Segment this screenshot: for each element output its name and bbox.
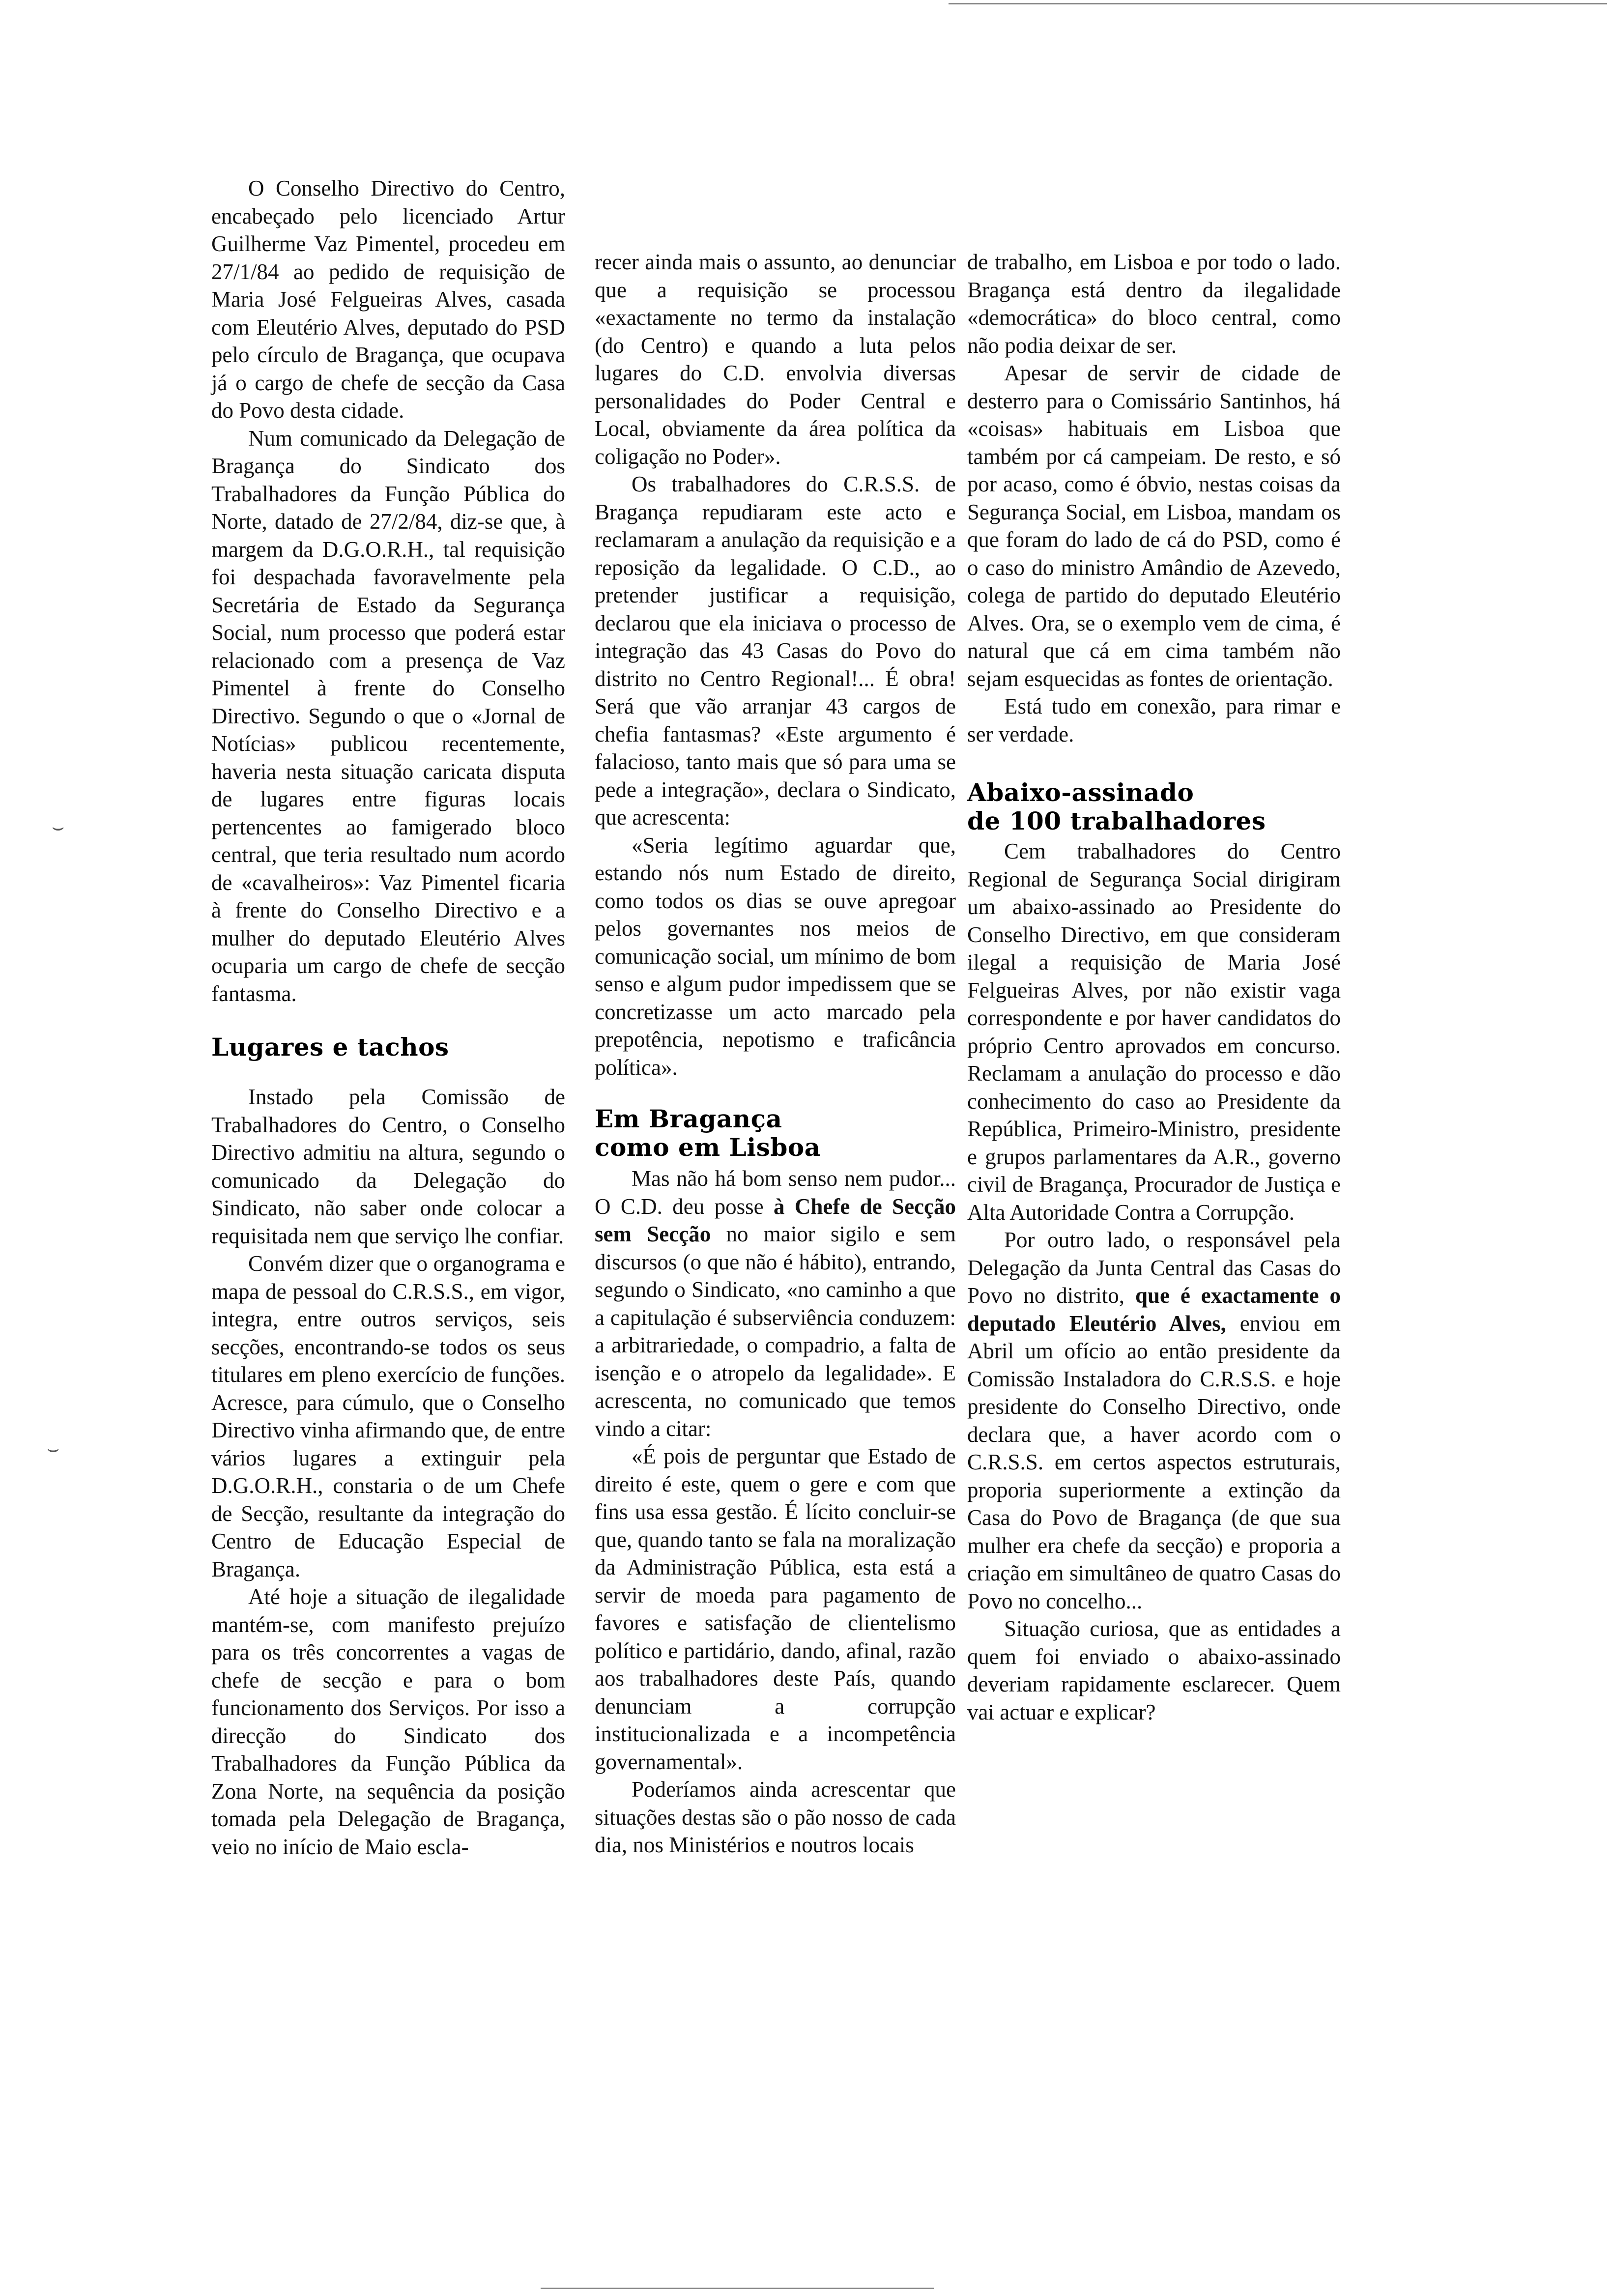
- column-1: [211, 174, 565, 1861]
- scan-mark: ⌣: [52, 816, 65, 838]
- scan-mark: ⌣: [47, 1437, 60, 1460]
- paragraph: recer ainda mais o assunto, ao denunciar que a requisição se processou «exactamente no termo da instalação (do Centro) e quando a luta pelos lugares do C.D. envolvia diversas personalidades do Poder Central e Local, obviamente da área política da coligação no Poder».: [595, 250, 956, 469]
- text-run: Por outro lado, o responsável pela Delegação da Junta Central das Casas do Povo no distrito,: [967, 1228, 1341, 1308]
- paragraph: «Seria legítimo aguardar que, estando nós num Estado de direito, como todos os dias se ouve apregoar pelos governantes nos meios de comunicação social, um mínimo de bom senso e algum pudor impedissem que se concretizasse um acto marcado pela prepotência, nepotismo e traficância política».: [595, 832, 956, 1080]
- paragraph: Situação curiosa, que as entidades a quem foi enviado o abaixo-assinado deveriam rapidamente esclarecer. Quem vai actuar e explicar?: [967, 1616, 1341, 1724]
- text-run: no maior sigilo e sem discursos (o que não é hábito), entrando, segundo o Sindicato, «no caminho a que a capitulação é subserviência conduzem: a arbitrariedade, o compadrio, a falta de isenção e o atropelo da legalidade». E acrescenta, no comunicado que temos vindo a citar:: [595, 1222, 956, 1441]
- paragraph: Num comunicado da Delegação de Bragança do Sindicato dos Trabalhadores da Função Pública do Norte, datado de 27/2/84, diz-se que, à margem da D.G.O.R.H., tal requisição foi despachada favoravelmente pela Secretária de Estado da Segurança Social, num processo que poderá estar relacionado com a presença de Vaz Pimentel à frente do Conselho Directivo. Segundo o que o «Jornal de Notícias» publicou recentemente, haveria nesta situação caricata disputa de lugares entre figuras locais pertencentes ao famigerado bloco central, que teria resultado num acordo de «cavalheiros»: Vaz Pimentel ficaria à frente do Conselho Directivo e a mulher do deputado Eleutério Alves ocuparia um cargo de chefe de secção fantasma.: [211, 426, 565, 1006]
- bottom-rule: [541, 2288, 934, 2289]
- paragraph: Poderíamos ainda acrescentar que situações destas são o pão nosso de cada dia, nos Ministérios e noutros locais: [595, 1777, 956, 1857]
- paragraph: Cem trabalhadores do Centro Regional de Segurança Social dirigiram um abaixo-assinado ao Presidente do Conselho Directivo, em que consideram ilegal a requisição de Maria José Felgueiras Alves, por não existir vaga correspondente e por haver candidatos do próprio Centro aprovados em concurso. Reclamam a anulação do processo e dão conhecimento do caso ao Presidente da República, Primeiro-Ministro, presidente e grupos parlamentares da A.R., governo civil de Bragança, Procurador de Justiça e Alta Autoridade Contra a Corrupção.: [967, 839, 1341, 1225]
- column-2: [595, 248, 956, 1859]
- paragraph: de trabalho, em Lisboa e por todo o lado. Bragança está dentro da ilegalidade «democrática» do bloco central, como não podia deixar de ser.: [967, 250, 1341, 358]
- paragraph: Os trabalhadores do C.R.S.S. de Bragança repudiaram este acto e reclamaram a anulação da requisição e a reposição da legalidade. O C.D., ao pretender justificar a requisição, declarou que ela iniciava o processo de integração das 43 Casas do Povo do distrito no Centro Regional!... É obra! Será que vão arranjar 43 cargos de chefia fantasmas? «Este argumento é falacioso, tanto mais que só para uma se pede a integração», declara o Sindicato, que acrescenta:: [595, 472, 956, 830]
- heading-line-2: de 100 trabalhadores: [967, 806, 1266, 835]
- paragraph: Até hoje a situação de ilegalidade mantém-se, com manifesto prejuízo para os três concorrentes a vagas de chefe de secção e para o bom funcionamento dos Serviços. Por isso a direcção do Sindicato dos Trabalhadores da Função Pública da Zona Norte, na sequência da posição tomada pela Delegação de Bragança, veio no início de Maio escla-: [211, 1584, 565, 1859]
- paragraph: [595, 1165, 956, 1442]
- bold-text: que é exactamente o deputado Eleutério Alves,: [967, 1283, 1341, 1336]
- paragraph: O Conselho Directivo do Centro, encabeçado pelo licenciado Artur Guilherme Vaz Pimentel, procedeu em 27/1/84 ao pedido de requisição de Maria José Felgueiras Alves, casada com Eleutério Alves, deputado do PSD pelo círculo de Bragança, que ocupava já o cargo de chefe de secção da Casa do Povo desta cidade.: [211, 176, 565, 423]
- top-rule: [949, 3, 1607, 4]
- section-heading-em-braganca: [595, 1105, 956, 1162]
- text-run: Mas não há bom senso nem pudor... O C.D. deu posse: [595, 1166, 956, 1219]
- heading-line-1: Abaixo-assinado: [967, 778, 1194, 807]
- heading-line-2: como em Lisboa: [595, 1133, 821, 1162]
- section-heading-abaixo-assinado: [967, 778, 1341, 835]
- paragraph: «É pois de perguntar que Estado de direito é este, quem o gere e com que fins usa essa gestão. É lícito concluir-se que, quando tanto se fala na moralização da Administração Pública, esta está a servir de moeda para pagamento de favores e satisfação de clientelismo político e partidário, dando, afinal, razão aos trabalhadores deste País, quando denunciam a corrupção institucionalizada e a incompetência governamental».: [595, 1444, 956, 1774]
- text-run: enviou em Abril um ofício ao então presidente da Comissão Instaladora do C.R.S.S. e hoje presidente do Conselho Directivo, onde declara que, a haver acordo com o C.R.S.S. em certos aspectos estruturais, proporia superiormente a extinção da Casa do Povo de Bragança (de que sua mulher era chefe da secção) e proporia a criação em simultâneo de quatro Casas do Povo no concelho...: [967, 1311, 1341, 1613]
- bold-text: à Chefe de Secção sem Secção: [595, 1194, 956, 1246]
- section-heading-lugares-e-tachos: Lugares e tachos: [211, 1033, 449, 1062]
- paragraph: Apesar de servir de cidade de desterro para o Comissário Santinhos, há «coisas» habituais em Lisboa que também por cá campeiam. De resto, e só por acaso, como é óbvio, nestas coisas da Segurança Social, em Lisboa, mandam os que foram do lado de cá do PSD, como é o caso do ministro Amândio de Azevedo, colega de partido do deputado Eleutério Alves. Ora, se o exemplo vem de cima, é natural que cá em cima também não sejam esquecidas as fontes de orientação.: [967, 361, 1341, 691]
- paragraph: Está tudo em conexão, para rimar e ser verdade.: [967, 694, 1341, 746]
- paragraph: Instado pela Comissão de Trabalhadores do Centro, o Conselho Directivo admitiu na altura, segundo o comunicado da Delegação do Sindicato, não saber onde colocar a requisitada nem que serviço lhe confiar.: [211, 1085, 565, 1248]
- paragraph: Convém dizer que o organograma e mapa de pessoal do C.R.S.S., em vigor, integra, entre outros serviços, seis secções, encontrando-se todos os seus titulares em pleno exercício de funções. Acresce, para cúmulo, que o Conselho Directivo vinha afirmando que, de entre vários lugares a extinguir pela D.G.O.R.H., constaria o de um Chefe de Secção, resultante da integração do Centro de Educação Especial de Bragança.: [211, 1251, 565, 1581]
- column-3: [967, 248, 1341, 1726]
- paragraph: [967, 1226, 1341, 1615]
- heading-line-1: Em Bragança: [595, 1104, 782, 1133]
